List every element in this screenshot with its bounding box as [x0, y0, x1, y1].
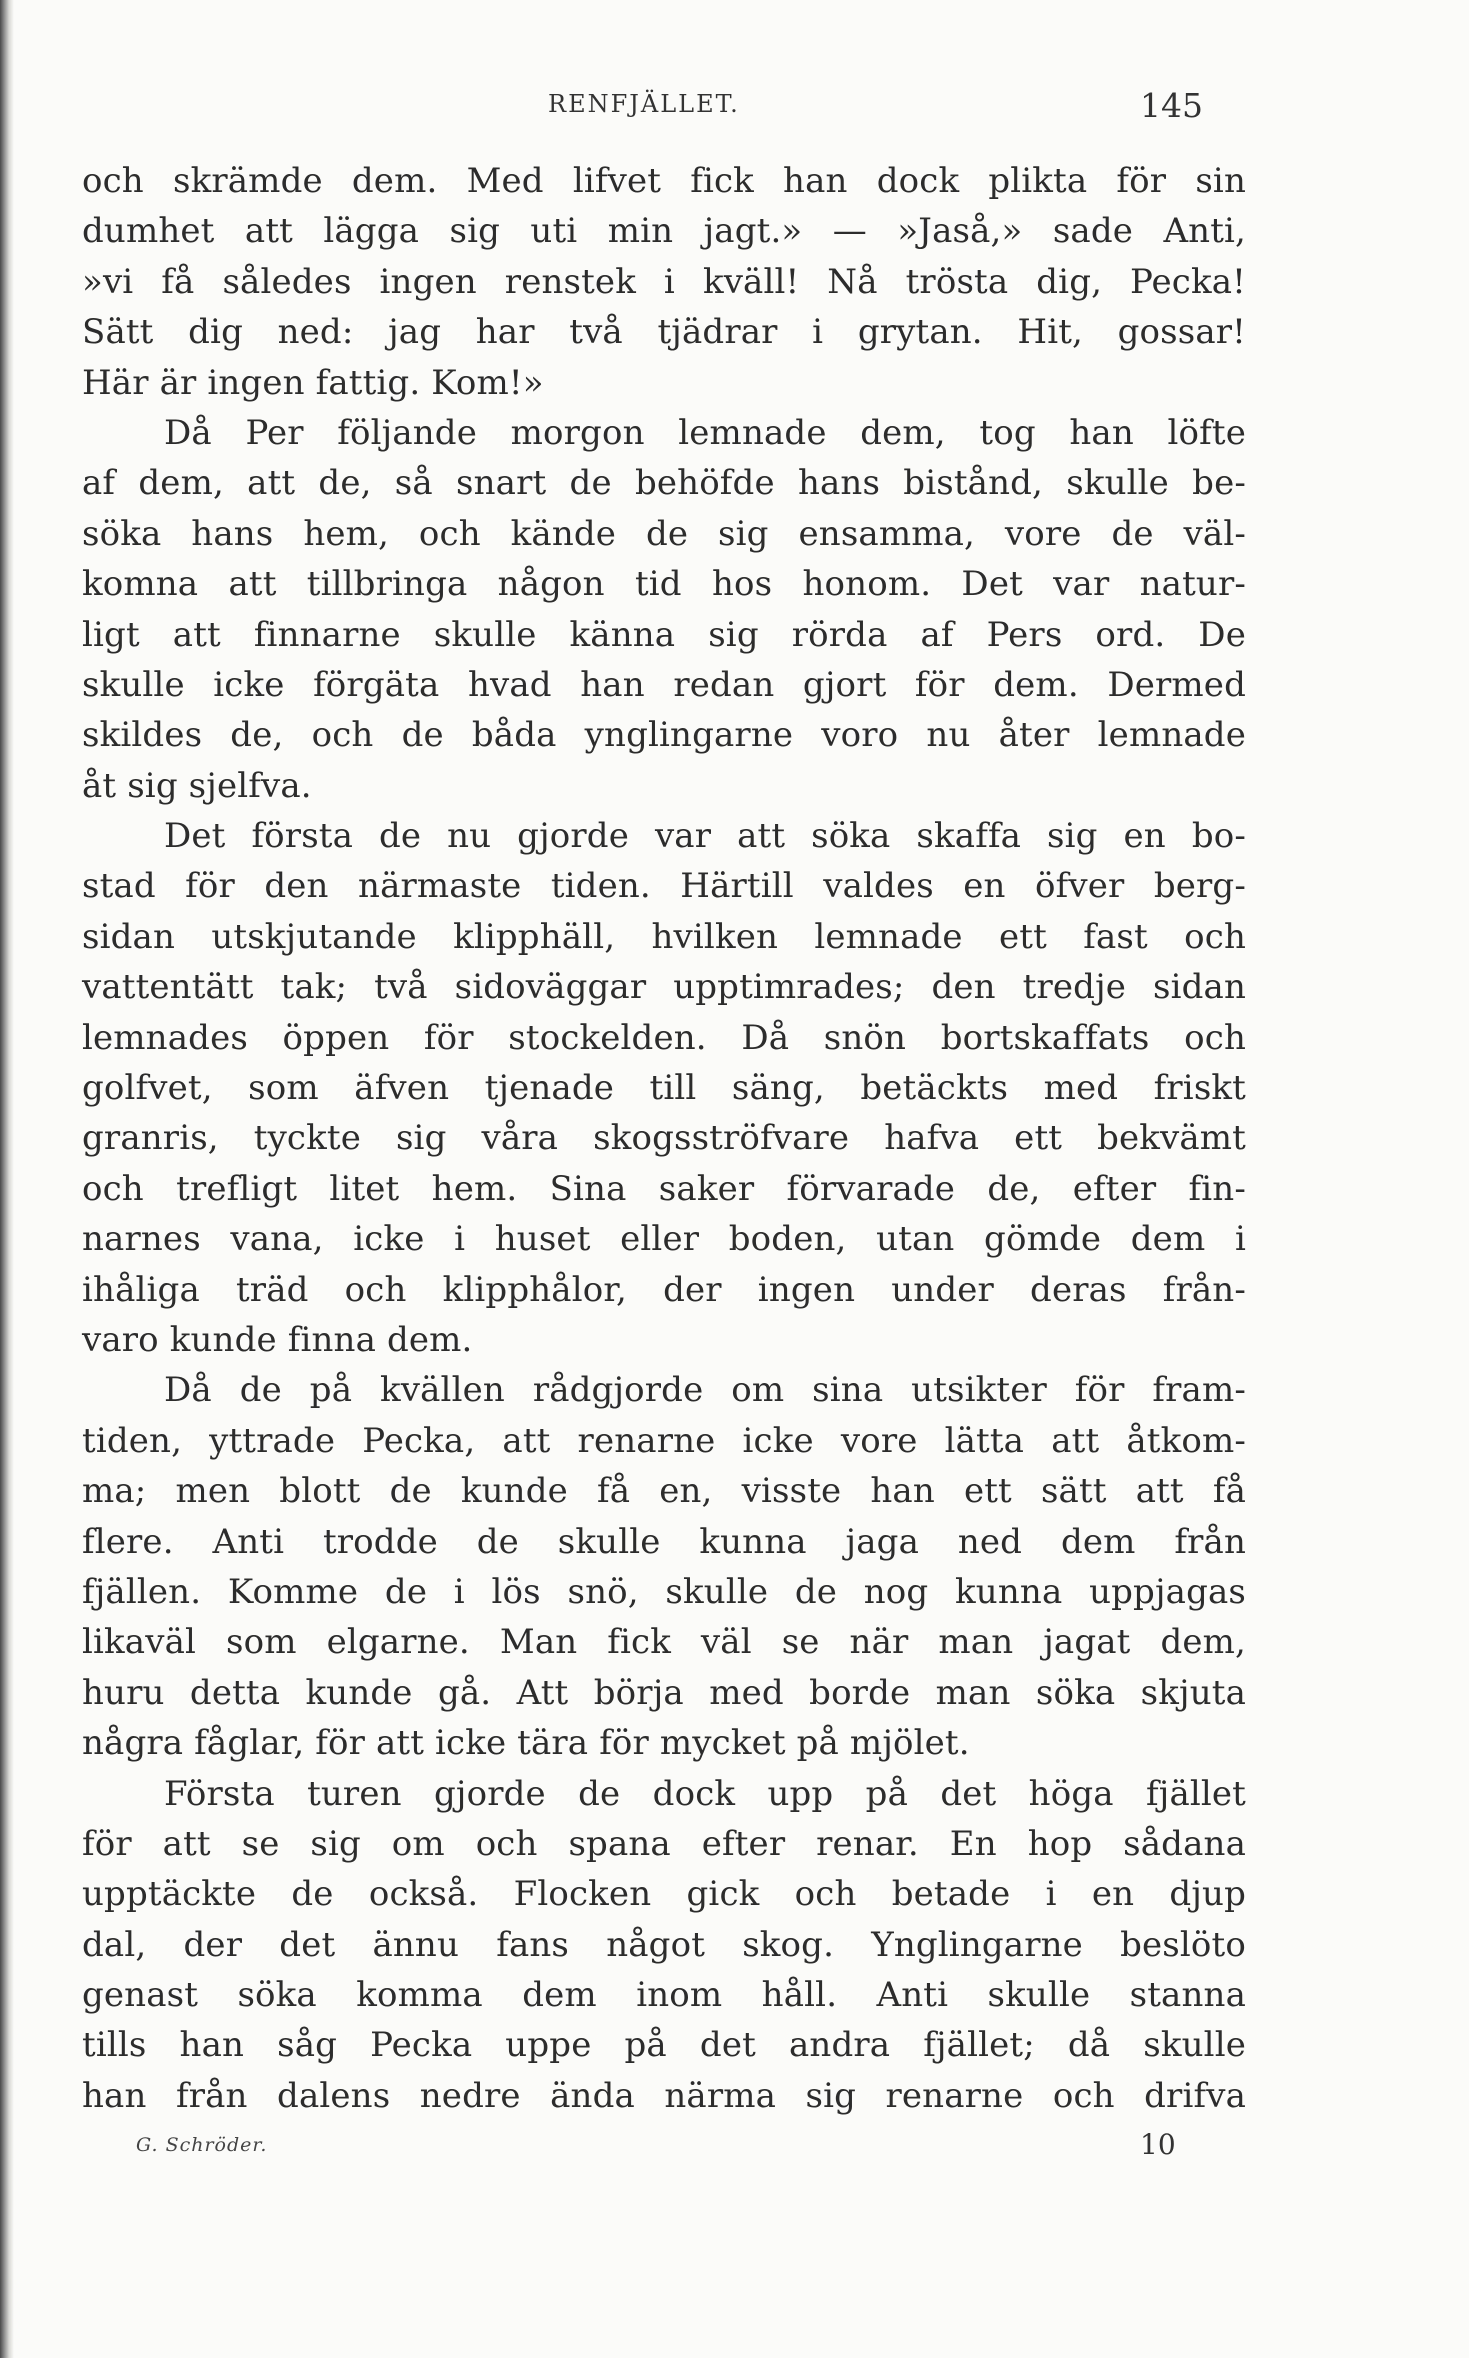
text-line: lemnades öppen för stockelden. Då snön bortskaffats och [82, 1017, 1246, 1058]
text-line: fjällen. Komme de i lös snö, skulle de nog kunna uppjagas [82, 1571, 1246, 1612]
text-line: Sätt dig ned: jag har två tjädrar i grytan. Hit, gossar! [82, 312, 1246, 353]
text-line: för att se sig om och spana efter renar. En hop sådana [82, 1823, 1246, 1864]
body-text [82, 156, 1246, 2121]
text-line: granris, tyckte sig våra skogsströfvare hafva ett bekvämt [82, 1118, 1246, 1159]
text-line: och skrämde dem. Med lifvet fick han dock plikta för sin [82, 161, 1246, 201]
text-line: han från dalens nedre ända närma sig renarne och drifva [82, 2075, 1246, 2116]
text-line: ma; men blott de kunde få en, visste han ett sätt att få [82, 1471, 1246, 1512]
text-line: likaväl som elgarne. Man fick väl se när man jagat dem, [82, 1622, 1246, 1663]
text-line: söka hans hem, och kände de sig ensamma, vore de väl- [82, 513, 1246, 554]
text-line: Det första de nu gjorde var att söka skaffa sig en bo- [164, 816, 1246, 857]
text-line: tiden, yttrade Pecka, att renarne icke vore lätta att åtkom- [82, 1420, 1246, 1461]
text-line: vattentätt tak; två sidoväggar upptimrades; den tredje sidan [82, 967, 1246, 1008]
text-line: af dem, att de, så snart de behöfde hans bistånd, skulle be- [82, 463, 1246, 504]
text-line: dumhet att lägga sig uti min jagt.» — »Jaså,» sade Anti, [82, 211, 1246, 252]
text-line: tills han såg Pecka uppe på det andra fjället; då skulle [82, 2025, 1246, 2066]
text-line: stad för den närmaste tiden. Härtill valdes en öfver berg- [82, 866, 1246, 907]
text-line: ligt att finnarne skulle känna sig rörda af Pers ord. De [82, 614, 1246, 655]
text-line: flere. Anti trodde de skulle kunna jaga ned dem från [82, 1521, 1246, 1562]
text-line: komna att tillbringa någon tid hos honom. Det var natur- [82, 564, 1246, 605]
text-line: genast söka komma dem inom håll. Anti skulle stanna [82, 1975, 1246, 2016]
text-line: skulle icke förgäta hvad han redan gjort för dem. Dermed [82, 664, 1246, 705]
text-line: Då Per följande morgon lemnade dem, tog han löfte [164, 412, 1246, 453]
text-line: sidan utskjutande klipphäll, hvilken lemnade ett fast och [82, 916, 1246, 957]
text-line: skildes de, och de båda ynglingarne voro nu åter lemnade [82, 715, 1246, 756]
text-line: Här är ingen fattig. Kom!» [82, 362, 544, 403]
running-head [0, 86, 1469, 126]
text-line: huru detta kunde gå. Att börja med borde man söka skjuta [82, 1672, 1246, 1713]
text-line: dal, der det ännu fans något skog. Ynglingarne beslöto [82, 1924, 1246, 1965]
text-line: åt sig sjelfva. [82, 765, 312, 806]
text-line: golfvet, som äfven tjenade till säng, betäckts med friskt [82, 1068, 1246, 1109]
printer-signature: G. Schröder. [136, 2134, 268, 2156]
text-line: Då de på kvällen rådgjorde om sina utsikter för fram- [164, 1370, 1246, 1411]
running-head-title: RENFJÄLLET. [548, 90, 740, 118]
sheet-number: 10 [1140, 2128, 1176, 2161]
text-line: några fåglar, för att icke tära för mycket på mjölet. [82, 1723, 970, 1764]
text-line: Första turen gjorde de dock upp på det höga fjället [164, 1773, 1246, 1814]
text-line: ihåliga träd och klipphålor, der ingen under deras från- [82, 1269, 1246, 1310]
book-spine-edge [0, 0, 14, 2358]
text-line: varo kunde finna dem. [82, 1319, 473, 1360]
text-line: upptäckte de också. Flocken gick och betade i en djup [82, 1874, 1246, 1915]
page-number: 145 [1140, 86, 1203, 125]
text-line: narnes vana, icke i huset eller boden, utan gömde dem i [82, 1219, 1246, 1260]
text-line: »vi få således ingen renstek i kväll! Nå trösta dig, Pecka! [82, 261, 1246, 302]
text-line: och trefligt litet hem. Sina saker förvarade de, efter fin- [82, 1168, 1246, 1209]
